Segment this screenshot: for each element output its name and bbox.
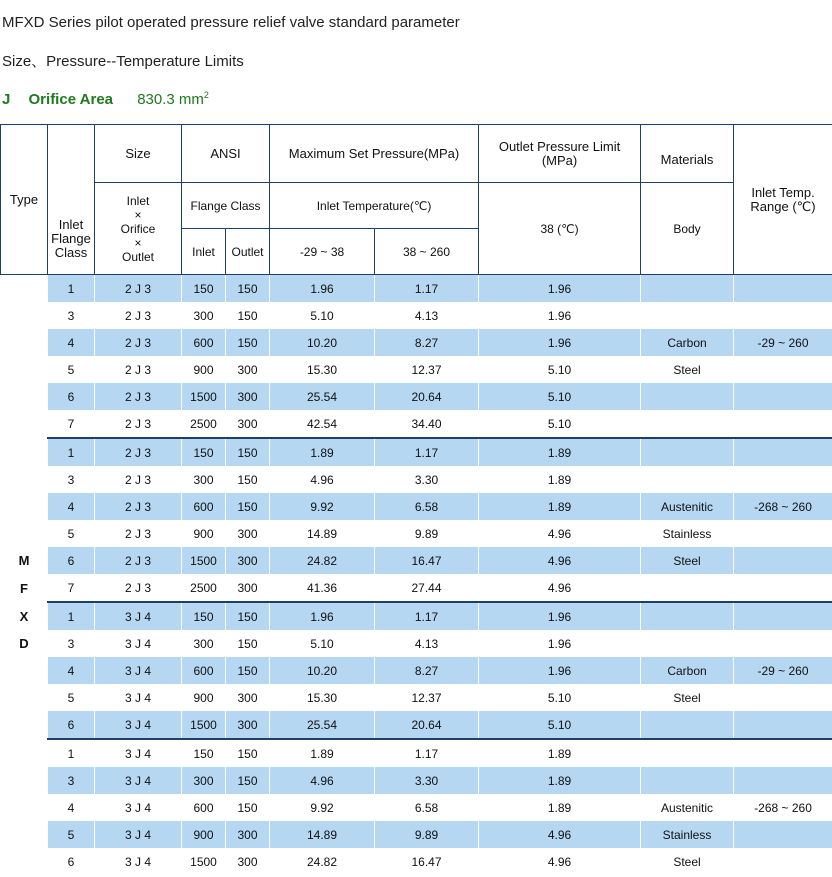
table-header [1,125,832,275]
cell-p2: 27.44 [375,574,479,602]
cell-temp: -29 ~ 260 [734,657,832,684]
cell-body: Steel [641,356,734,383]
table-row [1,438,832,466]
cell-p2: 16.47 [375,547,479,574]
cell-flange: 1 [48,438,95,466]
table-row [1,821,832,848]
header-size-detail [95,183,182,275]
table-row [1,602,832,630]
cell-flange: 1 [48,739,95,767]
cell-inlet: 600 [182,657,226,684]
cell-temp [734,438,832,466]
cell-body [641,711,734,739]
table-row [1,767,832,794]
cell-temp [734,275,832,303]
header-ansi-inlet: Inlet [182,229,226,275]
cell-outlim: 5.10 [479,383,641,410]
header-outlet-limit: Outlet Pressure Limit (MPa) [479,125,641,183]
cell-outlet: 300 [226,356,270,383]
cell-outlim: 5.10 [479,711,641,739]
parameter-table [0,124,832,875]
table-row [1,739,832,767]
header-body: Body [641,183,734,275]
cell-p2: 8.27 [375,657,479,684]
cell-size: 3 J 4 [95,767,182,794]
table-row [1,684,832,711]
cell-p2: 3.30 [375,767,479,794]
size-detail-x1: × [134,207,142,222]
table-row [1,520,832,547]
cell-flange: 4 [48,657,95,684]
cell-size: 3 J 4 [95,739,182,767]
cell-p2: 9.89 [375,821,479,848]
cell-body [641,602,734,630]
table-row [1,794,832,821]
cell-body: Steel [641,684,734,711]
cell-temp [734,767,832,794]
type-cell [1,767,48,794]
cell-size: 2 J 3 [95,383,182,410]
cell-size: 2 J 3 [95,410,182,438]
cell-outlet: 150 [226,329,270,356]
cell-body: Stainless [641,821,734,848]
type-cell [1,302,48,329]
cell-flange: 4 [48,493,95,520]
orifice-letter: J [2,91,11,108]
cell-body [641,410,734,438]
cell-inlet: 600 [182,794,226,821]
cell-p2: 6.58 [375,493,479,520]
cell-outlim: 1.96 [479,630,641,657]
cell-outlim: 1.89 [479,739,641,767]
cell-p2: 1.17 [375,739,479,767]
cell-size: 2 J 3 [95,302,182,329]
cell-p1: 41.36 [270,574,375,602]
cell-inlet: 300 [182,302,226,329]
cell-size: 3 J 4 [95,630,182,657]
cell-p1: 14.89 [270,821,375,848]
cell-size: 2 J 3 [95,547,182,574]
cell-p1: 1.96 [270,602,375,630]
cell-body [641,466,734,493]
cell-body [641,383,734,410]
cell-outlim: 5.10 [479,356,641,383]
cell-outlet: 300 [226,821,270,848]
cell-body: Carbon [641,329,734,356]
cell-p1: 9.92 [270,493,375,520]
cell-temp [734,466,832,493]
type-letter: D [1,630,48,657]
header-inlet-flange-class: Inlet Flange Class [48,125,95,275]
type-cell [1,275,48,303]
cell-outlim: 1.89 [479,438,641,466]
cell-outlet: 300 [226,383,270,410]
table-row [1,848,832,875]
cell-temp [734,410,832,438]
cell-inlet: 2500 [182,574,226,602]
cell-size: 3 J 4 [95,657,182,684]
cell-outlim: 1.89 [479,794,641,821]
header-temp-high: 38 ~ 260 [375,229,479,275]
type-cell [1,466,48,493]
cell-outlet: 300 [226,711,270,739]
cell-temp [734,630,832,657]
cell-flange: 3 [48,630,95,657]
cell-outlim: 4.96 [479,821,641,848]
cell-p2: 34.40 [375,410,479,438]
type-cell [1,520,48,547]
orifice-area-unit-exponent: 2 [203,90,209,100]
size-detail-orifice: Orifice [120,221,156,236]
cell-p2: 4.13 [375,630,479,657]
cell-flange: 1 [48,602,95,630]
table-body [1,275,832,876]
cell-outlet: 150 [226,302,270,329]
cell-p1: 4.96 [270,767,375,794]
cell-p2: 20.64 [375,711,479,739]
cell-inlet: 300 [182,767,226,794]
cell-p1: 15.30 [270,356,375,383]
cell-outlet: 150 [226,275,270,303]
cell-p1: 1.96 [270,275,375,303]
cell-temp [734,520,832,547]
cell-size: 2 J 3 [95,493,182,520]
table-row [1,466,832,493]
orifice-label: Orifice Area [28,91,114,108]
cell-p2: 1.17 [375,438,479,466]
cell-body: Steel [641,848,734,875]
cell-p1: 10.20 [270,657,375,684]
header-ansi: ANSI [182,125,270,183]
cell-p1: 25.54 [270,383,375,410]
cell-p2: 20.64 [375,383,479,410]
table-row [1,574,832,602]
cell-inlet: 900 [182,520,226,547]
cell-body: Austenitic [641,493,734,520]
cell-flange: 3 [48,466,95,493]
cell-p2: 9.89 [375,520,479,547]
cell-temp [734,574,832,602]
size-detail-outlet: Outlet [121,249,154,264]
cell-temp [734,684,832,711]
cell-size: 2 J 3 [95,329,182,356]
cell-inlet: 150 [182,275,226,303]
cell-outlet: 300 [226,574,270,602]
type-cell [1,438,48,466]
cell-outlet: 150 [226,466,270,493]
cell-flange: 6 [48,848,95,875]
cell-outlet: 300 [226,410,270,438]
cell-size: 3 J 4 [95,602,182,630]
cell-flange: 3 [48,767,95,794]
table-row [1,275,832,303]
type-cell [1,356,48,383]
cell-flange: 5 [48,821,95,848]
type-cell [1,739,48,767]
cell-inlet: 1500 [182,547,226,574]
cell-temp [734,383,832,410]
cell-flange: 4 [48,794,95,821]
cell-body: Austenitic [641,794,734,821]
cell-p1: 9.92 [270,794,375,821]
cell-outlim: 1.96 [479,657,641,684]
cell-size: 3 J 4 [95,848,182,875]
table-row [1,711,832,739]
table-row [1,302,832,329]
header-materials: Materials [641,125,734,183]
cell-body [641,438,734,466]
table-row [1,630,832,657]
cell-inlet: 150 [182,438,226,466]
cell-size: 2 J 3 [95,466,182,493]
cell-body: Carbon [641,657,734,684]
type-cell [1,657,48,684]
cell-body [641,767,734,794]
cell-p2: 1.17 [375,275,479,303]
cell-p2: 3.30 [375,466,479,493]
orifice-heading [2,90,209,108]
cell-inlet: 1500 [182,383,226,410]
header-max-set-pressure: Maximum Set Pressure(MPa) [270,125,479,183]
cell-inlet: 600 [182,493,226,520]
section-subtitle: Size、Pressure--Temperature Limits [2,53,244,70]
cell-outlim: 4.96 [479,574,641,602]
cell-inlet: 900 [182,356,226,383]
cell-p1: 15.30 [270,684,375,711]
cell-p1: 5.10 [270,302,375,329]
cell-flange: 7 [48,410,95,438]
cell-body [641,275,734,303]
cell-temp [734,602,832,630]
cell-flange: 1 [48,275,95,303]
table-row [1,383,832,410]
cell-outlim: 1.96 [479,329,641,356]
cell-outlim: 1.89 [479,767,641,794]
cell-p2: 16.47 [375,848,479,875]
cell-p1: 10.20 [270,329,375,356]
cell-size: 2 J 3 [95,356,182,383]
cell-outlet: 300 [226,848,270,875]
cell-p2: 8.27 [375,329,479,356]
cell-inlet: 1500 [182,848,226,875]
cell-temp: -268 ~ 260 [734,493,832,520]
size-detail-x2: × [134,235,142,250]
type-letter: X [1,602,48,630]
cell-inlet: 300 [182,466,226,493]
type-cell [1,794,48,821]
cell-outlet: 150 [226,657,270,684]
cell-flange: 6 [48,383,95,410]
table-row [1,547,832,574]
cell-outlim: 1.89 [479,466,641,493]
cell-inlet: 300 [182,630,226,657]
cell-temp [734,302,832,329]
cell-size: 2 J 3 [95,520,182,547]
cell-flange: 3 [48,302,95,329]
cell-temp [734,356,832,383]
cell-outlet: 150 [226,630,270,657]
cell-body: Stainless [641,520,734,547]
cell-temp [734,547,832,574]
type-cell [1,329,48,356]
cell-size: 3 J 4 [95,711,182,739]
cell-p1: 25.54 [270,711,375,739]
cell-flange: 4 [48,329,95,356]
cell-flange: 7 [48,574,95,602]
cell-temp [734,821,832,848]
orifice-area-number: 830.3 mm [137,91,204,108]
cell-size: 3 J 4 [95,684,182,711]
cell-outlet: 150 [226,767,270,794]
header-temp-low: -29 ~ 38 [270,229,375,275]
type-cell [1,848,48,875]
cell-inlet: 900 [182,684,226,711]
table-row [1,329,832,356]
cell-size: 2 J 3 [95,275,182,303]
cell-temp: -268 ~ 260 [734,794,832,821]
cell-outlim: 1.89 [479,493,641,520]
cell-outlim: 4.96 [479,848,641,875]
cell-p1: 5.10 [270,630,375,657]
page-title: MFXD Series pilot operated pressure relief valve standard parameter [2,14,460,31]
orifice-area-value [137,91,209,108]
header-inlet-temperature: Inlet Temperature(℃) [270,183,479,229]
header-ansi-outlet: Outlet [226,229,270,275]
cell-body [641,302,734,329]
cell-size: 2 J 3 [95,438,182,466]
cell-outlet: 300 [226,520,270,547]
cell-p1: 14.89 [270,520,375,547]
table-row [1,356,832,383]
table-row [1,493,832,520]
cell-temp [734,739,832,767]
cell-size: 3 J 4 [95,821,182,848]
cell-body [641,739,734,767]
cell-outlet: 300 [226,684,270,711]
cell-flange: 5 [48,520,95,547]
cell-outlim: 1.96 [479,302,641,329]
type-letter: M [1,547,48,574]
cell-temp: -29 ~ 260 [734,329,832,356]
cell-outlim: 1.96 [479,275,641,303]
header-flange-class: Flange Class [182,183,270,229]
cell-p1: 4.96 [270,466,375,493]
cell-flange: 5 [48,684,95,711]
cell-outlim: 5.10 [479,684,641,711]
cell-inlet: 1500 [182,711,226,739]
cell-p1: 42.54 [270,410,375,438]
table-row [1,410,832,438]
header-type: Type [1,125,48,275]
cell-p1: 1.89 [270,739,375,767]
type-cell [1,684,48,711]
cell-flange: 5 [48,356,95,383]
table-row [1,657,832,684]
cell-body: Steel [641,547,734,574]
cell-p1: 1.89 [270,438,375,466]
cell-size: 2 J 3 [95,574,182,602]
cell-p2: 12.37 [375,356,479,383]
cell-flange: 6 [48,547,95,574]
cell-p1: 24.82 [270,547,375,574]
cell-body [641,574,734,602]
header-size: Size [95,125,182,183]
cell-temp [734,848,832,875]
cell-temp [734,711,832,739]
size-detail-inlet: Inlet [126,193,150,208]
cell-outlim: 5.10 [479,410,641,438]
type-cell [1,821,48,848]
cell-outlim: 4.96 [479,547,641,574]
cell-body [641,630,734,657]
cell-p2: 1.17 [375,602,479,630]
cell-outlet: 150 [226,438,270,466]
type-cell [1,383,48,410]
type-cell [1,493,48,520]
cell-flange: 6 [48,711,95,739]
cell-p1: 24.82 [270,848,375,875]
cell-outlim: 4.96 [479,520,641,547]
cell-p2: 12.37 [375,684,479,711]
cell-outlet: 150 [226,739,270,767]
type-cell [1,410,48,438]
type-cell [1,711,48,739]
cell-outlet: 300 [226,547,270,574]
cell-inlet: 600 [182,329,226,356]
cell-outlet: 150 [226,794,270,821]
type-letter: F [1,574,48,602]
header-inlet-temp-range: Inlet Temp. Range (℃) [734,125,832,275]
cell-inlet: 2500 [182,410,226,438]
cell-inlet: 900 [182,821,226,848]
cell-size: 3 J 4 [95,794,182,821]
cell-p2: 4.13 [375,302,479,329]
cell-inlet: 150 [182,739,226,767]
cell-outlim: 1.96 [479,602,641,630]
cell-p2: 6.58 [375,794,479,821]
cell-inlet: 150 [182,602,226,630]
cell-outlet: 150 [226,493,270,520]
header-outlet-temp: 38 (℃) [479,183,641,275]
cell-outlet: 150 [226,602,270,630]
